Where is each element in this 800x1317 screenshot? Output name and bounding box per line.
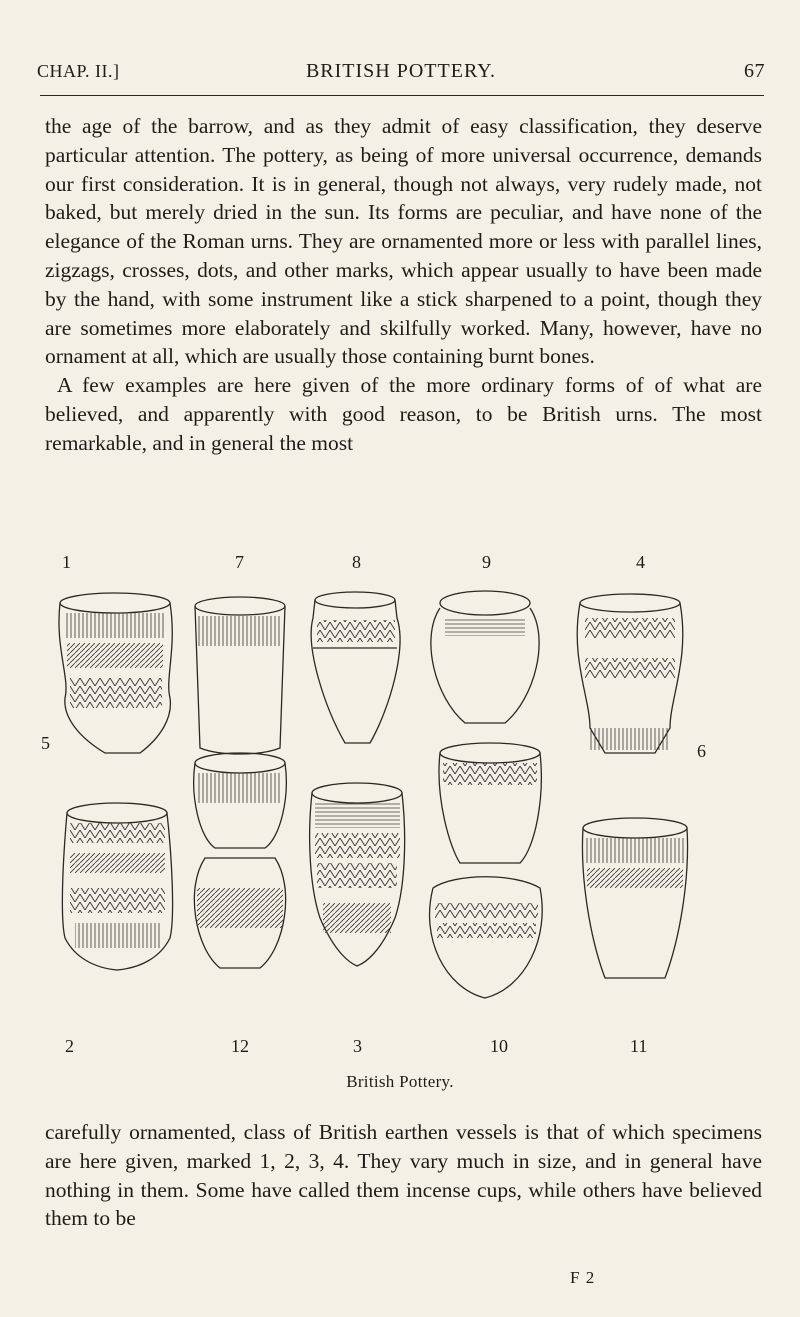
pottery-figure [41, 552, 760, 1058]
vessel-10 [430, 743, 543, 998]
signature-mark: F 2 [570, 1268, 596, 1287]
pottery-illustration [45, 558, 760, 1058]
vessel-2 [62, 803, 172, 970]
paragraph-2: A few examples are here given of the more ordinary forms of of what are believed, and apparently with good reason, to be British urns. The most remarkable, and in general the most [45, 373, 762, 455]
vessel-4 [577, 594, 683, 753]
figure-number-10: 10 [490, 1036, 508, 1056]
paragraph-3: carefully ornamented, class of British earthen vessels is that of which specimens are here given, marked 1, 2, 3, 4. They vary much in size, and in general have nothing in them. Some have called them incense cups, while others have believed them to be [45, 1120, 762, 1231]
figure-number-6: 6 [697, 741, 706, 761]
figure-number-3: 3 [353, 1036, 362, 1056]
running-head [37, 57, 765, 87]
figure-number-12: 12 [231, 1036, 249, 1056]
figure-number-8: 8 [352, 552, 361, 572]
chapter-label: CHAP. II.] [37, 61, 120, 81]
vessel-9 [431, 591, 539, 723]
body-text-top [45, 112, 762, 458]
vessel-8 [311, 592, 400, 743]
vessel-1 [59, 593, 172, 753]
figure-number-4: 4 [636, 552, 645, 572]
vessel-12 [194, 753, 287, 968]
figure-number-9: 9 [482, 552, 491, 572]
page-number: 67 [744, 60, 765, 82]
paragraph-1: the age of the barrow, and as they admit of easy classification, they deserve particular attention. The pottery, as being of more universal occurrence, demands our first consideration. It is in general, though not always, very rudely made, not baked, but merely dried in the sun. Its forms are peculiar, and have none of the elegance of the Roman urns. They are ornamented more or less with parallel lines, zigzags, crosses, dots, and other marks, which appear usually to have been made by the hand, with some instrument like a stick sharpened to a point, though they are sometimes more elaborately and skilfully worked. Many, however, have no ornament at all, which are usually those containing burnt bones. [45, 114, 762, 369]
figure-number-2: 2 [65, 1036, 74, 1056]
vessel-7 [195, 597, 285, 754]
figure-caption: British Pottery. [346, 1072, 454, 1091]
figure-number-11: 11 [630, 1036, 648, 1056]
vessel-3 [310, 783, 405, 966]
figure-number-7: 7 [235, 552, 244, 572]
body-text-bottom [45, 1118, 762, 1233]
header-rule [40, 95, 764, 96]
vessel-11 [582, 818, 687, 978]
running-title: BRITISH POTTERY. [305, 60, 497, 82]
figure-number-5: 5 [41, 733, 50, 753]
figure-number-1: 1 [62, 552, 71, 572]
